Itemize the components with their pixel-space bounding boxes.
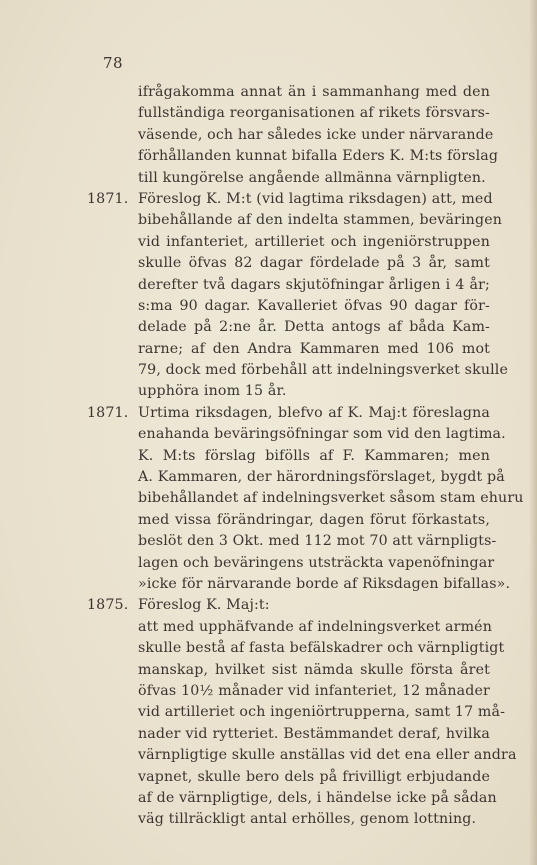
text-line [138,339,490,360]
line-text: K. M:ts förslag bifölls af F. Kammaren; men [138,447,490,464]
text-line [138,617,493,638]
text-line [138,553,495,574]
text-line [138,360,509,381]
line-text: väsende, och har således icke under närvarande [138,126,494,143]
line-text: bibehållande af den indelta stammen, beväringen [138,212,503,229]
body-text [87,82,524,831]
line-text: med vissa förändringar, dagen förut förkastats, [138,511,490,528]
line-text: af de värnpligtige, dels, i händelse icke på sådan [138,789,497,806]
text-line [138,253,490,274]
line-text: skulle bestå af fasta befälskadrer och värnpligtigt [138,640,505,657]
line-text: öfvas 10½ månader vid infanteriet, 12 månader [138,682,490,699]
line-text: 79, dock med förbehåll att indelningsverket skulle [138,362,509,379]
text-line [138,745,517,766]
line-text: lagen och beväringens utsträckta vapenöfningar [138,554,495,571]
text-line [138,82,490,103]
line-text: derefter två dagars skjutöfningar årligen i 4 år; [138,276,490,293]
page-number: 78 [103,54,124,72]
line-text: Urtima riksdagen, blefvo af K. Maj:t föreslagna [138,404,490,421]
text-line [138,381,490,402]
line-text: ifrågakomma annat än i sammanhang med den [138,84,490,100]
page-spine-shadow [529,0,537,865]
line-text: manskap, hvilket sist nämda skulle första året [138,661,490,678]
line-text: vapnet, skulle bero dels på frivilligt erbjudande [138,768,490,785]
line-text: upphöra inom 15 år. [138,383,287,400]
text-line [87,595,490,616]
text-line [138,531,497,552]
text-line [138,638,505,659]
line-text: nader vid rytteriet. Bestämmandet deraf, hvilka [138,725,490,742]
text-line [138,146,499,167]
text-line [138,168,490,189]
text-line [138,210,503,231]
text-line [138,446,490,467]
line-text: att med upphäfvande af indelningsverket armén [138,618,493,635]
line-text: Föreslog K. Maj:t: [138,597,270,614]
text-line [138,809,490,830]
text-line [138,788,497,809]
line-text: vid infanteriet, artilleriet och ingeniörstruppen [138,233,490,250]
text-line [138,767,490,788]
year-margin-note: 1871. [87,404,129,421]
text-line [138,467,505,488]
line-text: värnpligtige skulle anställas vid det ena eller andra [138,747,517,764]
line-text: enahanda beväringsöfningar som vid den lagtima. [138,426,506,443]
line-text: väg tillräckligt antal erhölles, genom lottning. [138,811,477,828]
line-text: beslöt den 3 Okt. med 112 mot 70 att värnpligts- [138,533,497,550]
line-text: rarne; af den Andra Kammaren med 106 mot [138,340,490,357]
text-line [138,317,490,338]
text-line [87,189,493,210]
text-line [138,660,490,681]
line-text: till kungörelse angående allmänna värnpligten. [138,169,486,186]
text-line [138,724,490,745]
text-line [138,103,490,124]
line-text: skulle öfvas 82 dagar fördelade på 3 år, samt [138,255,490,272]
line-text: vid artilleriet och ingeniörtrupperna, samt 17 må- [138,704,506,721]
line-text: fullständiga reorganisationen af rikets försvars- [138,105,490,122]
line-text: s:ma 90 dagar. Kavalleriet öfvas 90 dagar för- [138,297,490,314]
line-text: delade på 2:ne år. Detta antogs af båda Kam- [138,319,490,336]
text-line [138,296,490,317]
text-line [138,232,490,253]
line-text: bibehållandet af indelningsverket såsom stam ehuru [138,490,524,507]
text-line [138,510,490,531]
year-margin-note: 1871. [87,190,129,207]
line-text: »icke för närvarande borde af Riksdagen bifallas». [138,575,511,592]
text-line [138,424,506,445]
text-line [138,681,490,702]
text-line [138,488,524,509]
text-line [138,125,494,146]
year-margin-note: 1875. [87,597,129,614]
text-line [87,403,490,424]
line-text: A. Kammaren, der härordningsförslaget, bygdt på [138,469,505,486]
text-line [138,275,490,296]
line-text: förhållanden kunnat bifalla Eders K. M:ts förslag [138,148,499,165]
line-text: Föreslog K. M:t (vid lagtima riksdagen) att, med [138,190,493,207]
text-line [138,574,511,595]
text-line [138,702,506,723]
